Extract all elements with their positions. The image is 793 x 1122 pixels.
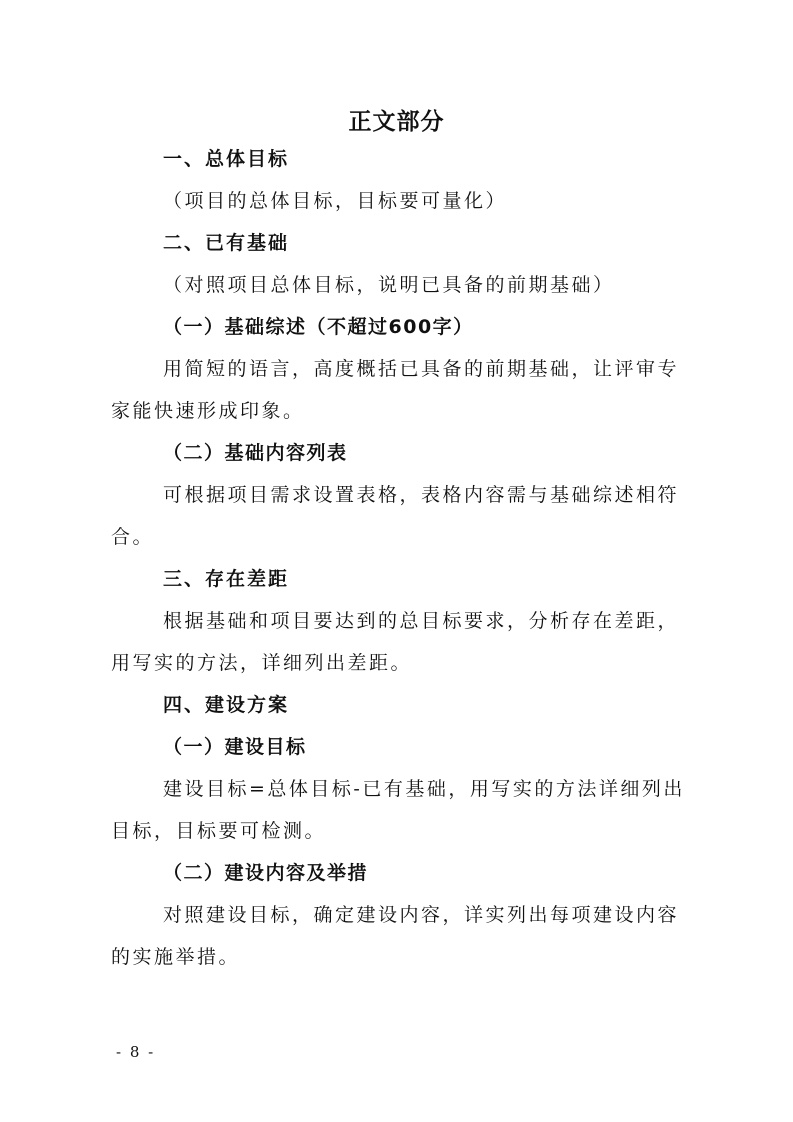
- paragraph-line: 用简短的语言，高度概括已具备的前期基础，让评审专: [163, 358, 680, 380]
- paragraph-line: 用写实的方法，详细列出差距。: [111, 652, 413, 674]
- paragraph-line: 合。: [111, 526, 155, 548]
- section-heading-construction-plan: 四、建设方案: [163, 694, 290, 716]
- subheading-basis-content-list: （二）基础内容列表: [163, 442, 348, 464]
- page-number: - 8 -: [116, 1043, 156, 1061]
- section-heading-overall-goal: 一、总体目标: [163, 148, 290, 170]
- paragraph-line: 对照建设目标，确定建设内容，详实列出每项建设内容: [163, 904, 680, 926]
- section-heading-gap: 三、存在差距: [163, 568, 290, 590]
- paragraph-overall-goal-note: （项目的总体目标，目标要可量化）: [163, 190, 508, 212]
- paragraph-line: 可根据项目需求设置表格，表格内容需与基础综述相符: [163, 484, 680, 506]
- section-heading-existing-basis: 二、已有基础: [163, 232, 290, 254]
- paragraph-line: 建设目标=总体目标-已有基础，用写实的方法详细列出: [163, 778, 685, 800]
- paragraph-line: 的实施举措。: [111, 946, 241, 968]
- paragraph-line: 目标，目标要可检测。: [111, 820, 327, 842]
- subheading-basis-summary: （一）基础综述（不超过600字）: [163, 316, 474, 338]
- subheading-construction-content: （二）建设内容及举措: [163, 862, 369, 884]
- paragraph-line: 根据基础和项目要达到的总目标要求，分析存在差距，: [163, 610, 680, 632]
- page-title: 正文部分: [348, 109, 445, 135]
- paragraph-existing-basis-note: （对照项目总体目标，说明已具备的前期基础）: [163, 274, 615, 296]
- subheading-construction-goal: （一）建设目标: [163, 736, 307, 758]
- paragraph-line: 家能快速形成印象。: [111, 400, 305, 422]
